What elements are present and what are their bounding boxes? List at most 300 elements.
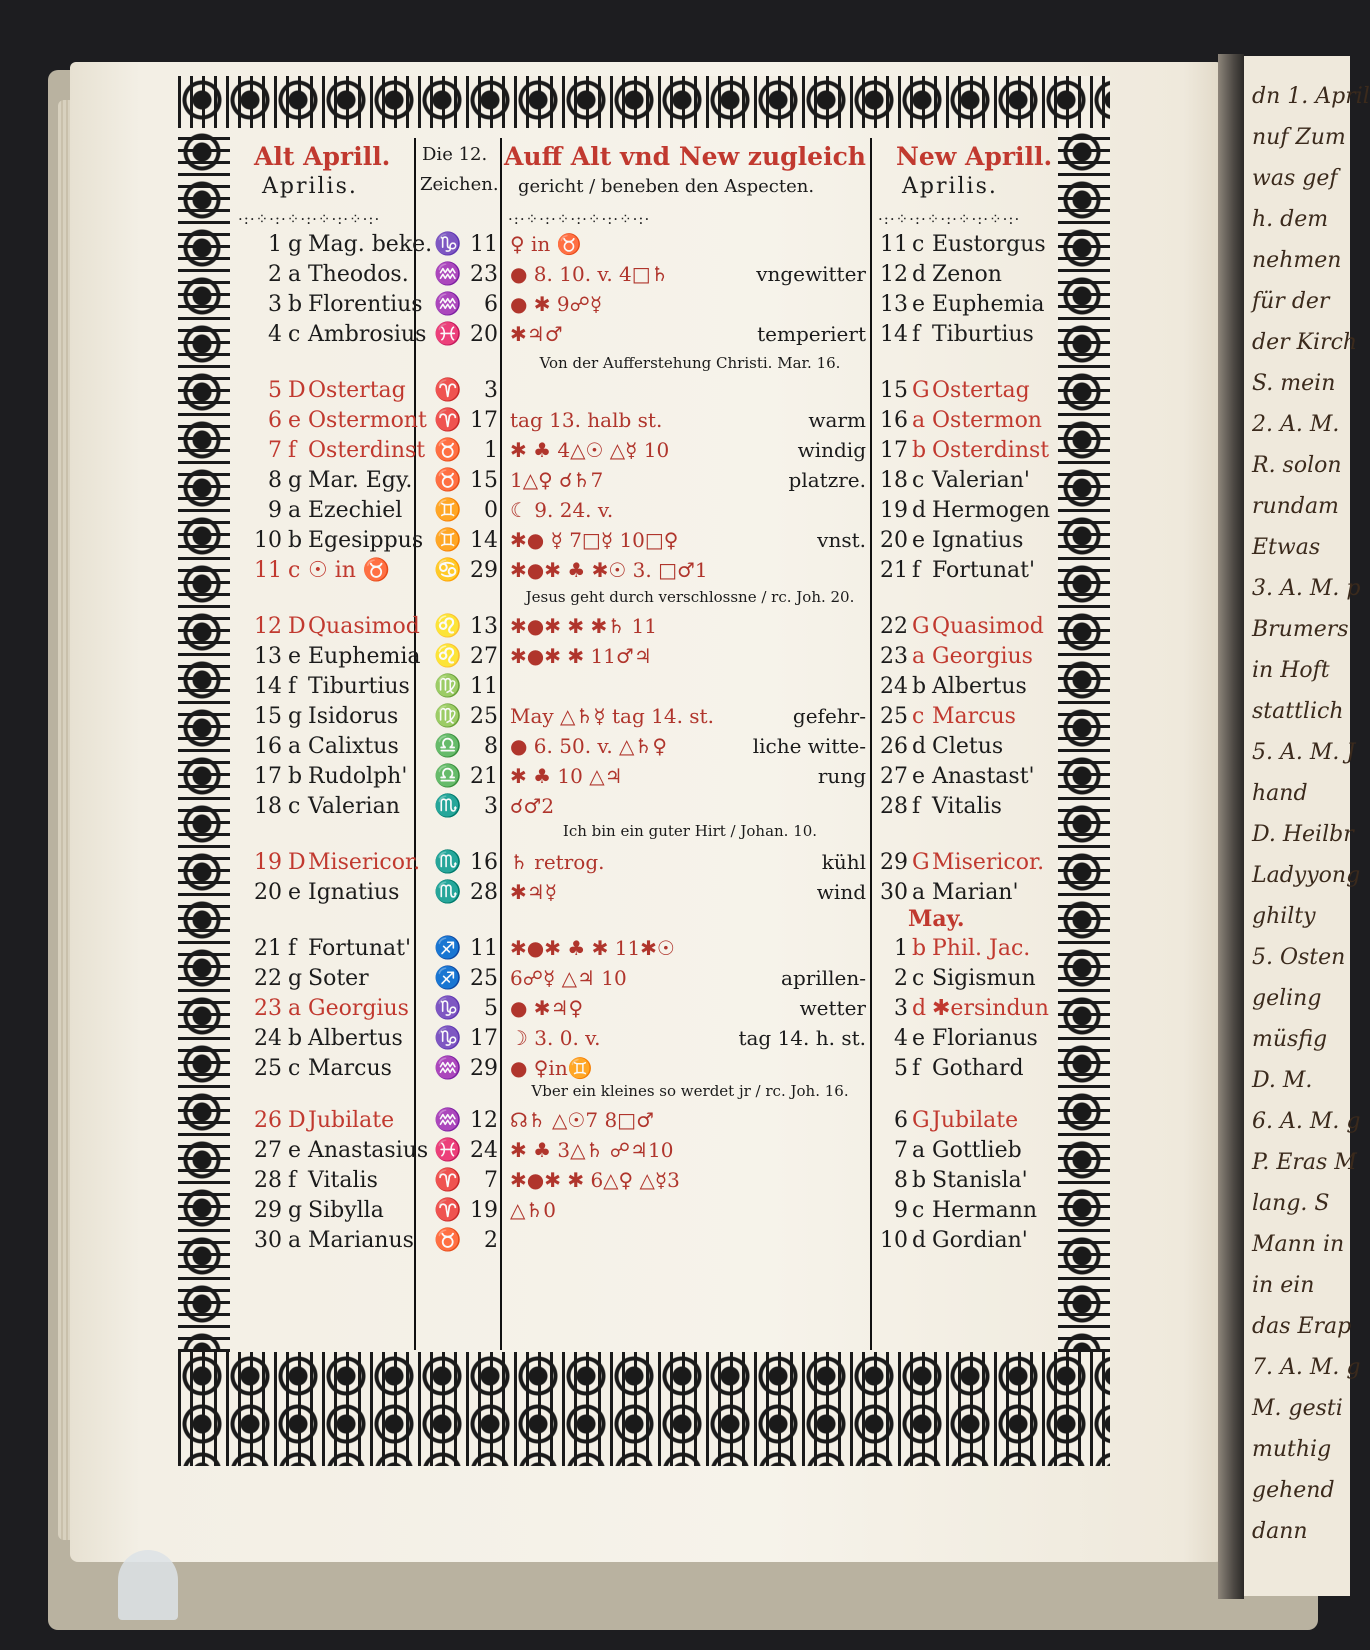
handwriting-line: h. dem [1252, 207, 1329, 232]
calendar-cell-nname: Quasimod [932, 614, 1044, 639]
calendar-cell-nday: 9 [894, 1198, 908, 1223]
calendar-cell-sign: ♍ [434, 704, 462, 729]
calendar-row [178, 1230, 1110, 1260]
calendar-cell-deg: 20 [470, 322, 498, 347]
calendar-cell-letter: a [288, 734, 302, 759]
header-mid-title: Auff Alt vnd New zugleich [504, 142, 866, 171]
calendar-cell-nname: Eustorgus [932, 232, 1046, 257]
calendar-cell-day: 14 [254, 674, 282, 699]
calendar-cell-deg: 0 [484, 498, 498, 523]
calendar-cell-day: 4 [268, 322, 282, 347]
calendar-cell-letter: c [288, 558, 301, 583]
calendar-cell-nletter: G [912, 614, 930, 639]
calendar-cell-nname: Anastast' [932, 764, 1035, 789]
calendar-cell-deg: 3 [484, 378, 498, 403]
calendar-cell-sign: ♑ [434, 1026, 462, 1051]
calendar-cell-sign: ♎ [434, 734, 462, 759]
calendar-row [178, 1028, 1110, 1058]
calendar-cell-nday: 28 [880, 794, 908, 819]
handwriting-line: 2. A. M. [1252, 412, 1340, 437]
calendar-row [178, 706, 1110, 736]
calendar-cell-deg: 25 [470, 966, 498, 991]
calendar-cell-name: ☉ in ♉ [308, 558, 391, 583]
calendar-cell-mid: ✱♃☿ [510, 880, 557, 904]
calendar-cell-sign: ♑ [434, 232, 462, 257]
header-signs-title: Die 12. [422, 144, 488, 165]
calendar-cell-nday: 18 [880, 468, 908, 493]
calendar-cell-right: vnst. [817, 528, 866, 552]
calendar-cell-day: 15 [254, 704, 282, 729]
calendar-cell-nname: Florianus [932, 1026, 1038, 1051]
calendar-cell-name: Soter [308, 966, 369, 991]
calendar-cell-mid: ✱●✱ ♣ ✱☉ 3. □♂1 [510, 558, 708, 582]
calendar-row [178, 736, 1110, 766]
calendar-cell-nname: Hermogen [932, 498, 1051, 523]
handwriting-line: geling [1252, 986, 1322, 1011]
calendar-cell-day: 5 [268, 378, 282, 403]
calendar-cell-sign: ♊ [434, 498, 462, 523]
calendar-cell-sign: ♉ [434, 468, 462, 493]
calendar-cell-mid: ● ✱ 9☍☿ [510, 292, 603, 316]
calendar-cell-deg: 12 [470, 1108, 498, 1133]
header-right-sub: Aprilis. [902, 174, 998, 199]
calendar-cell-mid: ☾ 9. 24. v. [510, 498, 614, 522]
calendar-cell-nletter: f [912, 322, 921, 347]
calendar-cell-sign: ♑ [434, 996, 462, 1021]
calendar-cell-mid: 1△♀ ☌♄7 [510, 468, 604, 492]
calendar-cell-day: 7 [268, 438, 282, 463]
calendar-cell-nname: Stanisla' [932, 1168, 1028, 1193]
calendar-row [178, 968, 1110, 998]
page-tab-clip [118, 1550, 178, 1620]
calendar-cell-name: Egesippus [308, 528, 424, 553]
calendar-cell-name: Valerian [308, 794, 400, 819]
calendar-cell-letter: e [288, 880, 302, 905]
handwriting-line: S. mein [1252, 371, 1336, 396]
calendar-cell-mid: ● 8. 10. v. 4□♄ [510, 262, 669, 286]
calendar-cell-name: Ambrosius [308, 322, 427, 347]
calendar-row [178, 616, 1110, 646]
calendar-cell-deg: 1 [484, 438, 498, 463]
gospel-note-1: Von der Aufferstehung Christi. Mar. 16. [539, 354, 841, 372]
calendar-cell-letter: D [288, 378, 306, 403]
calendar-cell-name: Ezechiel [308, 498, 403, 523]
calendar-cell-nletter: a [912, 408, 926, 433]
calendar-cell-name: Florentius [308, 292, 423, 317]
handwriting-line: nuf Zum [1252, 125, 1346, 150]
calendar-cell-nday: 4 [894, 1026, 908, 1051]
calendar-cell-deg: 17 [470, 408, 498, 433]
calendar-cell-nday: 23 [880, 644, 908, 669]
calendar-cell-name: Quasimod [308, 614, 420, 639]
handwriting-line: in ein [1252, 1273, 1315, 1298]
calendar-cell-nname: Marian' [932, 880, 1019, 905]
calendar-cell-nletter: f [912, 1056, 921, 1081]
calendar-row [178, 852, 1110, 882]
calendar-cell-letter: g [288, 966, 303, 991]
calendar-cell-sign: ♌ [434, 644, 462, 669]
calendar-cell-sign: ♉ [434, 438, 462, 463]
calendar-cell-letter: D [288, 850, 306, 875]
calendar-cell-letter: b [288, 764, 303, 789]
calendar-cell-day: 25 [254, 1056, 282, 1081]
gospel-note-3: Ich bin ein guter Hirt / Johan. 10. [562, 822, 818, 840]
calendar-cell-mid: ♄ retrog. [510, 850, 605, 874]
calendar-cell-nname: Albertus [932, 674, 1027, 699]
calendar-cell-nday: 1 [894, 936, 908, 961]
facing-page-handwriting [1244, 56, 1370, 1596]
calendar-cell-nday: 10 [880, 1228, 908, 1253]
handwriting-line: rundam [1252, 494, 1339, 519]
calendar-cell-nname: Osterdinst [932, 438, 1050, 463]
calendar-cell-sign: ♒ [434, 292, 462, 317]
calendar-cell-sign: ♈ [434, 408, 462, 433]
calendar-cell-letter: a [288, 1228, 302, 1253]
calendar-cell-day: 2 [268, 262, 282, 287]
calendar-cell-name: Tiburtius [308, 674, 410, 699]
calendar-cell-nletter: d [912, 498, 927, 523]
calendar-cell-day: 9 [268, 498, 282, 523]
calendar-cell-name: Sibylla [308, 1198, 384, 1223]
calendar-cell-name: Georgius [308, 996, 409, 1021]
calendar-cell-nday: 12 [880, 262, 908, 287]
calendar-cell-deg: 13 [470, 614, 498, 639]
calendar-cell-right: rung [817, 764, 866, 788]
calendar-cell-letter: a [288, 262, 302, 287]
calendar-cell-letter: f [288, 674, 297, 699]
calendar-cell-sign: ♏ [434, 794, 462, 819]
calendar-cell-day: 3 [268, 292, 282, 317]
calendar-cell-name: Ignatius [308, 880, 400, 905]
calendar-cell-name: Albertus [308, 1026, 403, 1051]
ornament-rule-left: ·:·⁘·:·⁘·:·⁘·:·⁘·:· [238, 210, 381, 228]
calendar-cell-right: tag 14. h. st. [738, 1026, 866, 1050]
calendar-cell-nname: Ostermon [932, 408, 1042, 433]
calendar-cell-nletter: G [912, 850, 930, 875]
handwriting-line: in Hoft [1252, 658, 1330, 683]
header-left-sub: Aprilis. [262, 174, 358, 199]
calendar-cell-letter: e [288, 408, 302, 433]
calendar-cell-letter: c [288, 1056, 301, 1081]
calendar-cell-deg: 11 [470, 232, 498, 257]
calendar-cell-nday: 24 [880, 674, 908, 699]
calendar-cell-day: 24 [254, 1026, 282, 1051]
calendar-cell-mid: ✱●✱ ✱ ✱♄ 11 [510, 614, 657, 638]
calendar-cell-mid: ☊♄ △☉7 8□♂ [510, 1108, 654, 1132]
handwriting-line: M. gesti [1252, 1396, 1343, 1421]
calendar-cell-deg: 5 [484, 996, 498, 1021]
calendar-cell-mid: ☽ 3. 0. v. [510, 1026, 601, 1050]
calendar-cell-nname: Tiburtius [932, 322, 1034, 347]
handwriting-line: P. Eras M [1252, 1150, 1357, 1175]
calendar-cell-nday: 2 [894, 966, 908, 991]
calendar-row [178, 882, 1110, 912]
calendar-cell-day: 20 [254, 880, 282, 905]
calendar-row [178, 324, 1110, 354]
calendar-row [178, 676, 1110, 706]
calendar-cell-right: windig [797, 438, 866, 462]
calendar-cell-day: 16 [254, 734, 282, 759]
calendar-cell-nday: 8 [894, 1168, 908, 1193]
calendar-cell-letter: c [288, 322, 301, 347]
calendar-cell-deg: 11 [470, 936, 498, 961]
calendar-cell-sign: ♓ [434, 1138, 462, 1163]
calendar-cell-nday: 3 [894, 996, 908, 1021]
calendar-cell-nletter: c [912, 232, 925, 257]
calendar-cell-nletter: d [912, 996, 927, 1021]
calendar-row [178, 560, 1110, 590]
handwriting-line: nehmen [1252, 248, 1342, 273]
calendar-row [178, 766, 1110, 796]
calendar-cell-nday: 16 [880, 408, 908, 433]
handwriting-line: für der [1252, 289, 1330, 314]
calendar-cell-nday: 19 [880, 498, 908, 523]
calendar-row [178, 1170, 1110, 1200]
handwriting-line: 5. Osten [1252, 945, 1346, 970]
calendar-cell-mid: ✱ ♣ 10 △♃ [510, 764, 623, 788]
calendar-cell-name: Ostermont [308, 408, 427, 433]
header-left-title: Alt Aprill. [254, 142, 391, 171]
calendar-cell-nletter: e [912, 292, 926, 317]
calendar-cell-day: 8 [268, 468, 282, 493]
calendar-cell-right: platzre. [788, 468, 866, 492]
calendar-cell-right: vngewitter [756, 262, 866, 286]
calendar-cell-letter: f [288, 438, 297, 463]
calendar-cell-day: 30 [254, 1228, 282, 1253]
calendar-cell-name: Theodos. [308, 262, 409, 287]
calendar-cell-right: wind [816, 880, 866, 904]
calendar-cell-nday: 11 [880, 232, 908, 257]
calendar-cell-day: 19 [254, 850, 282, 875]
handwriting-line: 3. A. M. p [1252, 576, 1361, 601]
calendar-cell-letter: g [288, 1198, 303, 1223]
calendar-cell-nletter: c [912, 468, 925, 493]
handwriting-line: Brumers [1252, 617, 1349, 642]
calendar-cell-deg: 2 [484, 1228, 498, 1253]
calendar-cell-letter: D [288, 1108, 306, 1133]
calendar-cell-letter: b [288, 292, 303, 317]
calendar-cell-nletter: c [912, 1198, 925, 1223]
calendar-frame [178, 76, 1110, 1466]
header-right-title: New Aprill. [896, 142, 1053, 171]
calendar-row [178, 998, 1110, 1028]
calendar-cell-letter: a [288, 996, 302, 1021]
calendar-cell-nname: Valerian' [932, 468, 1030, 493]
calendar-cell-deg: 29 [470, 558, 498, 583]
calendar-cell-nday: 7 [894, 1138, 908, 1163]
calendar-cell-mid: ✱ ♣ 3△♄ ☍♃10 [510, 1138, 674, 1162]
calendar-cell-nletter: b [912, 1168, 927, 1193]
calendar-cell-nname: Gordian' [932, 1228, 1028, 1253]
handwriting-line: dn 1. April [1252, 84, 1370, 109]
ornamental-border-bottom [178, 1352, 1110, 1466]
handwriting-line: dann [1252, 1519, 1308, 1544]
calendar-cell-nletter: c [912, 966, 925, 991]
calendar-cell-deg: 11 [470, 674, 498, 699]
calendar-cell-mid: ✱● ☿ 7□☿ 10□♀ [510, 528, 679, 552]
calendar-cell-nday: 30 [880, 880, 908, 905]
handwriting-line: das Erap [1252, 1314, 1352, 1339]
calendar-cell-nletter: e [912, 764, 926, 789]
calendar-cell-name: Calixtus [308, 734, 399, 759]
calendar-cell-letter: e [288, 644, 302, 669]
handwriting-line: Mann in [1252, 1232, 1345, 1257]
calendar-cell-deg: 24 [470, 1138, 498, 1163]
calendar-cell-letter: f [288, 936, 297, 961]
calendar-cell-letter: g [288, 468, 303, 493]
calendar-cell-nname: Marcus [932, 704, 1016, 729]
ornament-rule-mid: ·:·⁘·:·⁘·:·⁘·:·⁘·:· [508, 210, 651, 228]
calendar-cell-right: wetter [799, 996, 866, 1020]
calendar-cell-sign: ♐ [434, 936, 462, 961]
calendar-cell-deg: 17 [470, 1026, 498, 1051]
calendar-cell-day: 26 [254, 1108, 282, 1133]
calendar-cell-mid: ● ✱♃♀ [510, 996, 584, 1020]
calendar-cell-deg: 27 [470, 644, 498, 669]
calendar-cell-day: 29 [254, 1198, 282, 1223]
calendar-cell-deg: 7 [484, 1168, 498, 1193]
calendar-cell-day: 21 [254, 936, 282, 961]
handwriting-line: Ladyyong [1252, 863, 1361, 888]
calendar-row [178, 294, 1110, 324]
calendar-cell-deg: 29 [470, 1056, 498, 1081]
calendar-cell-nday: 17 [880, 438, 908, 463]
calendar-cell-sign: ♎ [434, 764, 462, 789]
handwriting-line: gehend [1252, 1478, 1335, 1503]
calendar-cell-mid: ☌♂2 [510, 794, 555, 818]
handwriting-line: muthig [1252, 1437, 1332, 1462]
calendar-cell-letter: e [288, 1138, 302, 1163]
calendar-cell-name: Mar. Egy. [308, 468, 413, 493]
calendar-cell-nname: Vitalis [932, 794, 1002, 819]
calendar-cell-sign: ♋ [434, 558, 462, 583]
calendar-cell-nname: Jubilate [932, 1108, 1019, 1133]
calendar-cell-nletter: d [912, 734, 927, 759]
calendar-cell-right: warm [808, 408, 866, 432]
calendar-cell-nletter: f [912, 794, 921, 819]
calendar-cell-nletter: a [912, 644, 926, 669]
calendar-row [178, 264, 1110, 294]
calendar-cell-nday: 5 [894, 1056, 908, 1081]
calendar-cell-sign: ♒ [434, 262, 462, 287]
calendar-cell-nname: Zenon [932, 262, 1002, 287]
calendar-cell-letter: f [288, 1168, 297, 1193]
calendar-cell-deg: 25 [470, 704, 498, 729]
handwriting-line: 5. A. M. J [1252, 740, 1356, 765]
calendar-cell-nname: Ostertag [932, 378, 1030, 403]
calendar-cell-nname: Georgius [932, 644, 1033, 669]
calendar-cell-name: Ostertag [308, 378, 406, 403]
handwriting-line: R. solon [1252, 453, 1342, 478]
calendar-cell-nname: Hermann [932, 1198, 1038, 1223]
calendar-cell-day: 27 [254, 1138, 282, 1163]
calendar-cell-mid: ✱●✱ ♣ ✱ 11✱☉ [510, 936, 675, 960]
calendar-row [178, 1140, 1110, 1170]
calendar-cell-nday: 14 [880, 322, 908, 347]
calendar-cell-name: Euphemia [308, 644, 421, 669]
calendar-cell-deg: 8 [484, 734, 498, 759]
calendar-cell-letter: g [288, 704, 303, 729]
calendar-cell-nday: 21 [880, 558, 908, 583]
calendar-cell-letter: b [288, 1026, 303, 1051]
calendar-cell-sign: ♌ [434, 614, 462, 639]
calendar-cell-deg: 23 [470, 262, 498, 287]
calendar-cell-nletter: a [912, 1138, 926, 1163]
calendar-cell-sign: ♈ [434, 378, 462, 403]
calendar-cell-nletter: b [912, 674, 927, 699]
calendar-cell-day: 17 [254, 764, 282, 789]
calendar-cell-nname: Phil. Jac. [932, 936, 1031, 961]
calendar-cell-name: Marianus [308, 1228, 414, 1253]
calendar-cell-sign: ♊ [434, 528, 462, 553]
calendar-cell-day: 13 [254, 644, 282, 669]
calendar-cell-mid: 6☍☿ △♃ 10 [510, 966, 627, 990]
calendar-cell-letter: a [288, 498, 302, 523]
calendar-cell-nletter: G [912, 1108, 930, 1133]
calendar-cell-nletter: a [912, 880, 926, 905]
calendar-cell-sign: ♐ [434, 966, 462, 991]
calendar-cell-mid: ✱●✱ ✱ 6△♀ △☿3 [510, 1168, 680, 1192]
calendar-cell-deg: 21 [470, 764, 498, 789]
calendar-cell-name: Anastasius [308, 1138, 429, 1163]
calendar-cell-name: Vitalis [308, 1168, 378, 1193]
calendar-cell-name: Marcus [308, 1056, 392, 1081]
calendar-row [178, 440, 1110, 470]
calendar-cell-nname: Fortunat' [932, 558, 1036, 583]
calendar-cell-sign: ♏ [434, 880, 462, 905]
calendar-row [178, 646, 1110, 676]
calendar-row [178, 470, 1110, 500]
calendar-cell-nday: 22 [880, 614, 908, 639]
calendar-cell-nletter: b [912, 936, 927, 961]
calendar-cell-nday: 25 [880, 704, 908, 729]
header-mid-sub: gericht / beneben den Aspecten. [518, 176, 815, 197]
calendar-cell-nletter: d [912, 262, 927, 287]
calendar-row [178, 530, 1110, 560]
calendar-cell-nname: Euphemia [932, 292, 1045, 317]
calendar-cell-name: Misericor. [308, 850, 421, 875]
calendar-cell-letter: g [288, 232, 303, 257]
calendar-cell-day: 18 [254, 794, 282, 819]
calendar-row [178, 410, 1110, 440]
calendar-cell-nday: 29 [880, 850, 908, 875]
calendar-cell-mid: △♄0 [510, 1198, 557, 1222]
calendar-cell-name: Osterdinst [308, 438, 426, 463]
calendar-cell-deg: 3 [484, 794, 498, 819]
handwriting-line: ghilty [1252, 904, 1316, 929]
calendar-cell-mid: May △♄☿ tag 14. st. [510, 704, 714, 728]
calendar-cell-day: 28 [254, 1168, 282, 1193]
calendar-cell-nletter: b [912, 438, 927, 463]
header-signs-sub: Zeichen. [420, 174, 499, 195]
calendar-cell-day: 12 [254, 614, 282, 639]
calendar-cell-deg: 16 [470, 850, 498, 875]
calendar-cell-letter: b [288, 528, 303, 553]
calendar-cell-day: 6 [268, 408, 282, 433]
calendar-cell-nday: 13 [880, 292, 908, 317]
calendar-row [178, 938, 1110, 968]
ornamental-border-top [178, 76, 1110, 128]
calendar-cell-nname: Gothard [932, 1056, 1024, 1081]
calendar-cell-deg: 15 [470, 468, 498, 493]
calendar-cell-sign: ♏ [434, 850, 462, 875]
calendar-cell-sign: ♈ [434, 1168, 462, 1193]
handwriting-line: hand [1252, 781, 1308, 806]
calendar-cell-nday: 15 [880, 378, 908, 403]
calendar-row [178, 234, 1110, 264]
calendar-cell-right: temperiert [757, 322, 866, 346]
calendar-cell-letter: D [288, 614, 306, 639]
